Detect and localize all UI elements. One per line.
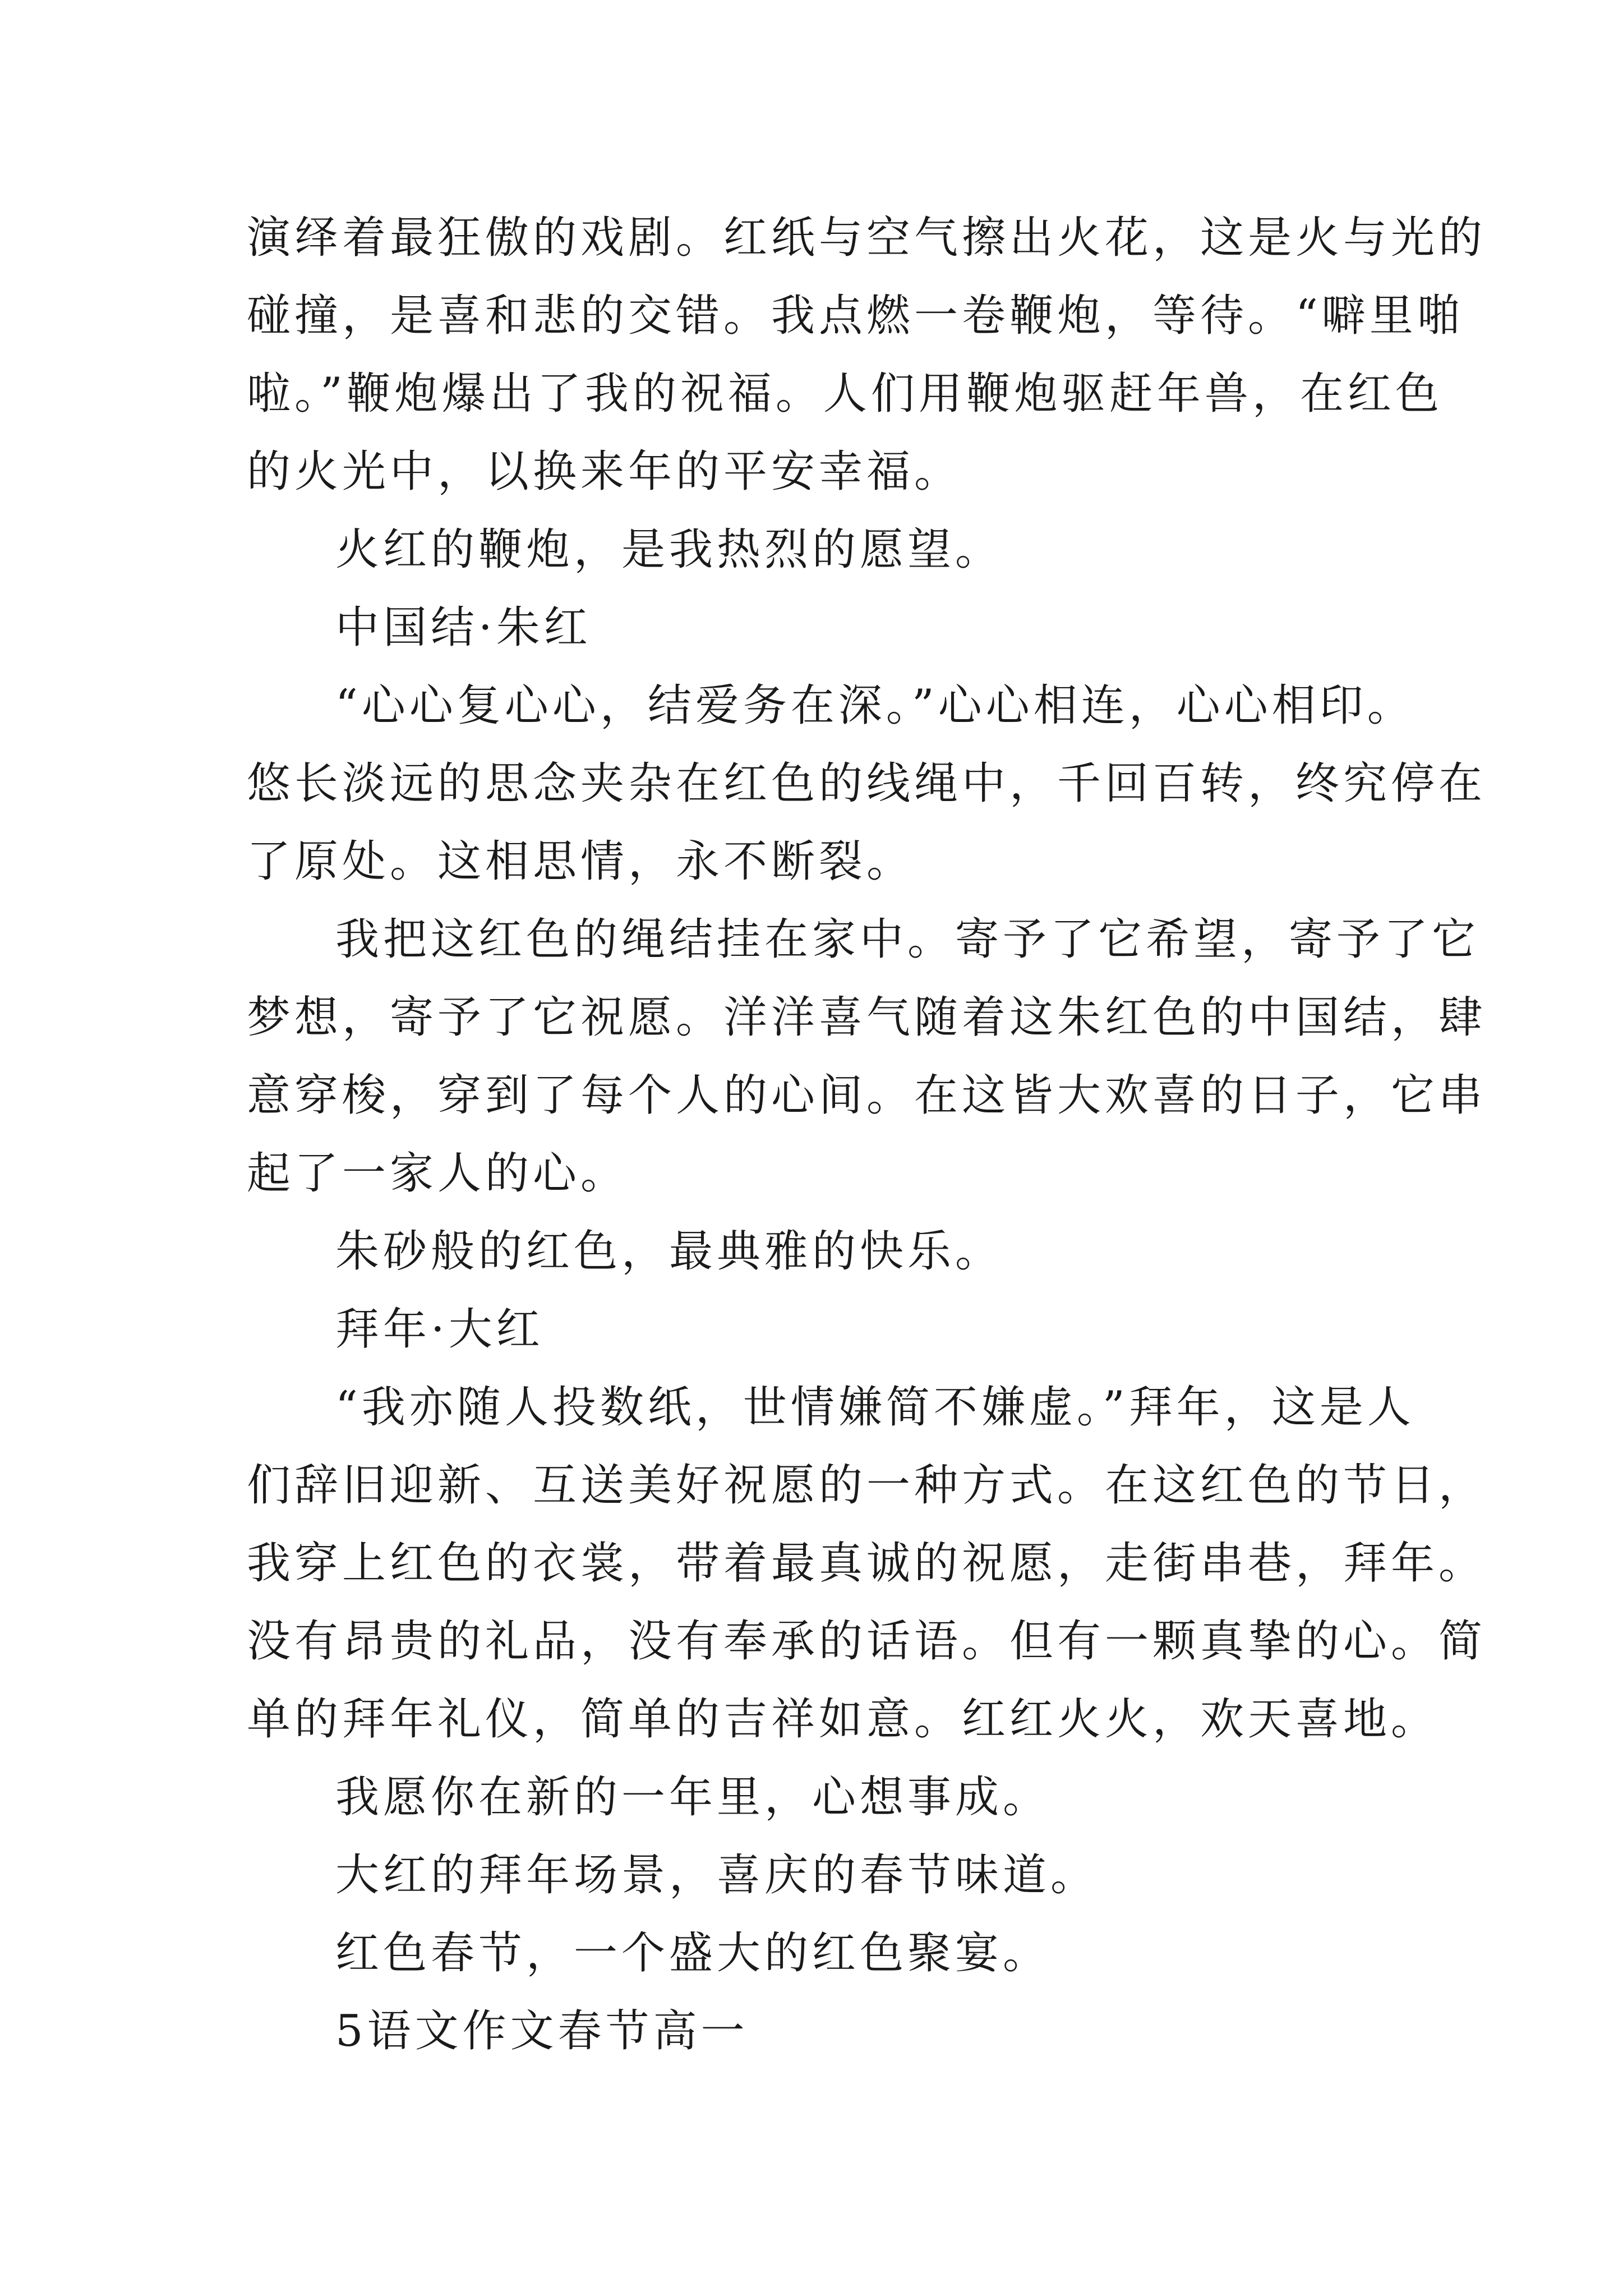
text-line: 碰撞，是喜和悲的交错。我点燃一卷鞭炮，等待。“噼里啪 [247, 291, 1465, 341]
text-line: 啦。”鞭炮爆出了我的祝福。人们用鞭炮驱赶年兽，在红色 [247, 369, 1443, 419]
text-line: 火红的鞭炮，是我热烈的愿望。 [335, 524, 1003, 575]
text-line: 意穿梭，穿到了每个人的心间。在这皆大欢喜的日子，它串 [247, 1070, 1487, 1121]
text-line: “心心复心心，结爱务在深。”心心相连，心心相印。 [335, 680, 1415, 731]
text-line: 们辞旧迎新、互送美好祝愿的一种方式。在这红色的节日， [247, 1460, 1487, 1511]
text-line: 的火光中，以换来年的平安幸福。 [247, 447, 962, 497]
text-line: 我穿上红色的衣裳，带着最真诚的祝愿，走街串巷，拜年。 [247, 1538, 1487, 1589]
text-line: 红色春节，一个盛大的红色聚宴。 [335, 1928, 1051, 1978]
text-line: 梦想，寄予了它祝愿。洋洋喜气随着这朱红色的中国结，肆 [247, 992, 1487, 1043]
section-heading: 中国结·朱红 [335, 602, 592, 653]
text-line: 我把这红色的绳结挂在家中。寄予了它希望，寄予了它 [335, 914, 1480, 965]
text-line: 大红的拜年场景，喜庆的春节味道。 [335, 1850, 1099, 1901]
text-line: 演绎着最狂傲的戏剧。红纸与空气擦出火花，这是火与光的 [247, 213, 1487, 263]
essay-text [247, 199, 1487, 2070]
text-line: 我愿你在新的一年里，心想事成。 [335, 1772, 1051, 1823]
section-heading: 5语文作文春节高一 [335, 2006, 749, 2056]
text-line: 悠长淡远的思念夹杂在红色的线绳中，千回百转，终究停在 [247, 758, 1487, 809]
text-line: 单的拜年礼仪，简单的吉祥如意。红红火火，欢天喜地。 [247, 1694, 1439, 1745]
text-line: 起了一家人的心。 [247, 1148, 629, 1199]
text-line: 没有昂贵的礼品，没有奉承的话语。但有一颗真挚的心。简 [247, 1616, 1487, 1667]
text-line: “我亦随人投数纸，世情嫌简不嫌虚。”拜年，这是人 [335, 1382, 1415, 1433]
section-heading: 拜年·大红 [335, 1304, 544, 1355]
text-line: 朱砂般的红色，最典雅的快乐。 [335, 1226, 1003, 1277]
text-line: 了原处。这相思情，永不断裂。 [247, 836, 915, 887]
